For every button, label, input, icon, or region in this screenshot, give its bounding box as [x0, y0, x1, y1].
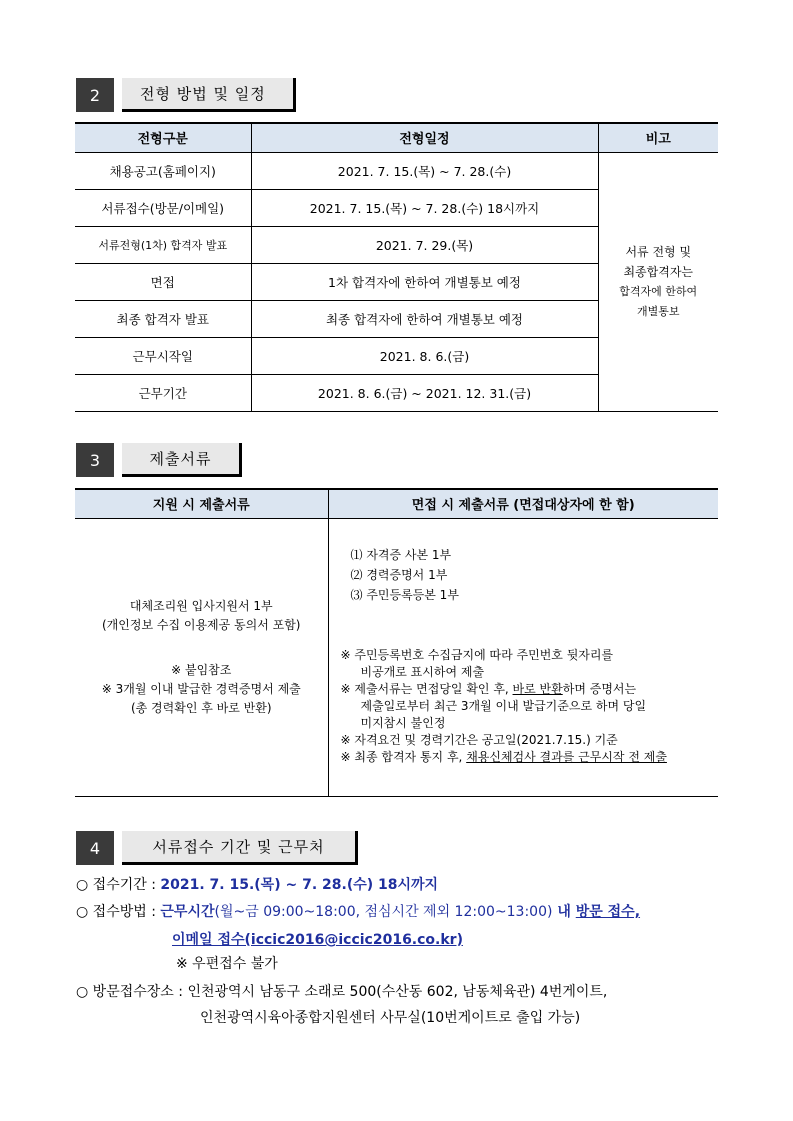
- section-4-header: [76, 831, 358, 865]
- stage-cell: 채용공고(홈페이지): [75, 152, 251, 189]
- section-number: 3: [76, 443, 114, 477]
- header-apply-docs: 지원 시 제출서류: [75, 489, 328, 518]
- schedule-cell: 2021. 7. 15.(목) ~ 7. 28.(수): [251, 152, 598, 189]
- apply-docs-cell: [75, 518, 328, 796]
- application-email: 이메일 접수(iccic2016@iccic2016.co.kr): [172, 932, 463, 948]
- note-line: ※ 최종 합격자 통지 후, 채용신체검사 결과를 근무시작 전 제출: [340, 749, 667, 764]
- visit-location-line2: 인천광역시육아종합지원센터 사무실(10번게이트로 출입 가능): [200, 1010, 581, 1026]
- schedule-table: [75, 122, 718, 412]
- section-number: 2: [76, 78, 114, 112]
- section-3-header: [76, 443, 242, 477]
- note-line: 서류 전형 및: [625, 244, 692, 259]
- visit-location: ○ 방문접수장소 : 인천광역시 남동구 소래로 500(수산동 602, 남동체육관) 4번게이트,: [76, 984, 608, 1000]
- note-line: 개별통보: [636, 304, 680, 318]
- note-line: ※ 자격요건 및 경력기간은 공고일(2021.7.15.) 기준: [340, 732, 618, 747]
- note-line: ※ 제출서류는 면접당일 확인 후, 바로 반환하며 증명서는: [340, 681, 637, 696]
- stage-cell: 면접: [75, 263, 251, 300]
- apply-doc-note: (총 경력확인 후 바로 반환): [130, 700, 272, 715]
- application-method: ○ 접수방법 : 근무시간(월~금 09:00~18:00, 점심시간 제외 12:00~13:00) 내 방문 접수,: [76, 904, 641, 920]
- section-title: 서류접수 기간 및 근무처: [122, 831, 358, 865]
- note-line: 최종합격자는: [623, 264, 694, 279]
- header-interview-docs: 면접 시 제출서류 (면접대상자에 한 함): [328, 489, 718, 518]
- apply-doc-line: 대체조리원 입사지원서 1부: [129, 598, 273, 613]
- note-line: 합격자에 한하여: [619, 284, 698, 298]
- stage-cell: 근무기간: [75, 374, 251, 411]
- section-title: 제출서류: [122, 443, 242, 477]
- interview-docs-cell: [328, 518, 718, 796]
- schedule-cell: 1차 합격자에 한하여 개별통보 예정: [251, 263, 598, 300]
- note-line: 제출일로부터 최근 3개월 이내 발급기준으로 하며 당일: [360, 698, 647, 713]
- documents-table: [75, 488, 718, 797]
- apply-doc-line: (개인정보 수집 이용제공 동의서 포함): [101, 617, 301, 632]
- header-note: 비고: [598, 123, 718, 152]
- note-line: 미지참시 불인정: [360, 715, 446, 730]
- header-stage: 전형구분: [75, 123, 251, 152]
- list-item: ⑴ 자격증 사본 1부: [350, 547, 452, 562]
- section-title: 전형 방법 및 일정: [122, 78, 296, 112]
- header-schedule: 전형일정: [251, 123, 598, 152]
- section-number: 4: [76, 831, 114, 865]
- mail-not-accepted-note: ※ 우편접수 불가: [176, 956, 278, 972]
- stage-cell: 최종 합격자 발표: [75, 300, 251, 337]
- schedule-cell: 최종 합격자에 한하여 개별통보 예정: [251, 300, 598, 337]
- apply-doc-note: ※ 3개월 이내 발급한 경력증명서 제출: [101, 681, 301, 696]
- apply-doc-note: ※ 붙임참조: [171, 662, 232, 677]
- schedule-cell: 2021. 7. 29.(목): [251, 226, 598, 263]
- section-2-header: [76, 78, 296, 112]
- note-cell: [598, 152, 718, 411]
- stage-cell: 서류접수(방문/이메일): [75, 189, 251, 226]
- list-item: ⑵ 경력증명서 1부: [350, 567, 448, 582]
- note-line: 비공개로 표시하여 제출: [360, 664, 485, 679]
- schedule-cell: 2021. 8. 6.(금): [251, 337, 598, 374]
- schedule-cell: 2021. 7. 15.(목) ~ 7. 28.(수) 18시까지: [251, 189, 598, 226]
- table-row: [75, 152, 718, 189]
- note-line: ※ 주민등록번호 수집금지에 따라 주민번호 뒷자리를: [340, 647, 614, 662]
- application-period: ○ 접수기간 : 2021. 7. 15.(목) ~ 7. 28.(수) 18시까지: [76, 877, 439, 893]
- list-item: ⑶ 주민등록등본 1부: [350, 587, 459, 602]
- stage-cell: 근무시작일: [75, 337, 251, 374]
- stage-cell: 서류전형(1차) 합격자 발표: [75, 226, 251, 263]
- schedule-cell: 2021. 8. 6.(금) ~ 2021. 12. 31.(금): [251, 374, 598, 411]
